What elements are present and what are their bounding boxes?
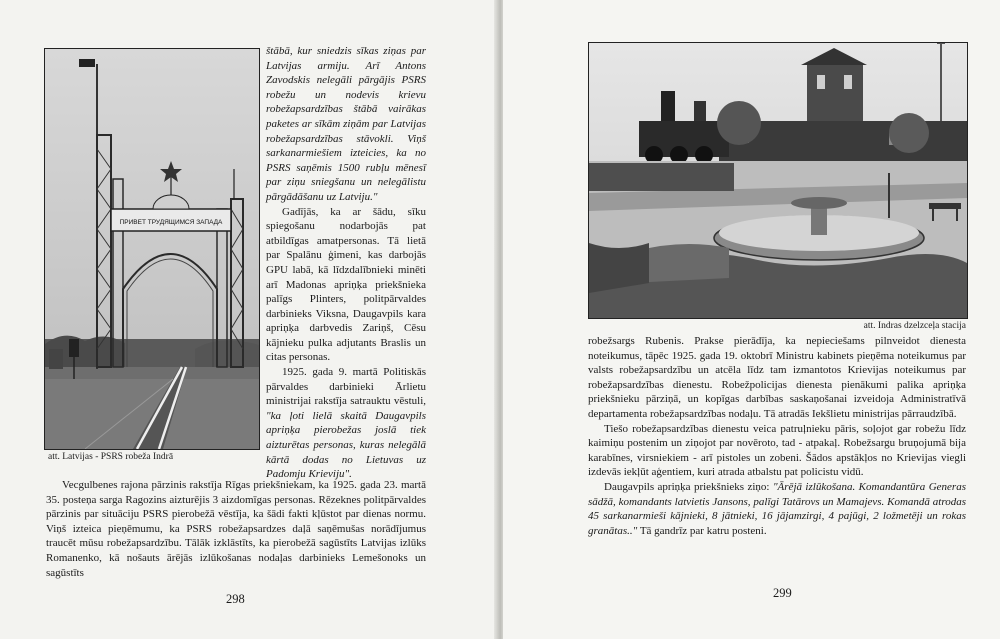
page-number-left: 298 — [226, 592, 245, 606]
gate-sign-text: ПРИВЕТ ТРУДЯЩИМСЯ ЗАПАДА — [119, 219, 223, 226]
paragraph-text: 1925. gada 9. martā Politiskās pārvaldes darbinieki Ārlietu ministrijai rakstīja satrauktu vēstuli, — [266, 366, 426, 408]
right-page-text — [588, 334, 966, 538]
paragraph: Tiešo robežapsardzības dienestu veica patruļnieku pāris, soļojot gar robežu līdz kaimiņu postenim un ziņojot par novēroto, tad - atpakaļ. Robežsargu bruņojumā bija karabīnes, virsniekiem - arī pistoles un zobeni. Šādos apstākļos no Krievijas viegli izdevās iekļūt aģentiem, kuri atrada atbalstu pat policistu vidū. — [588, 422, 966, 479]
paragraph-text: Daugavpils apriņķa priekšnieks ziņo: — [604, 480, 770, 493]
left-page — [0, 0, 497, 639]
paragraph: Vecgulbenes rajona pārzinis rakstīja Rīgas priekšniekam, ka 1925. gada 23. martā 35. posteņa sarga Ragozins aizturējis 3 aizdomīgas personas. Rēzeknes politpārvaldes pārzinis par situāciju PSRS pierobežā vēstīja, ka šādi fakti kļūstot par dienas normu. Viņš izteica pieņēmumu, ka PSRS robežapsardzes daļā saņēmušas norādījumus traucēt mūsu robežapsardzību. Tālāk izklāstīts, ka pierobežā sagūstīts Latvijas izlūks Romanenko, kā nošauts ārējās izlūkošanas nodaļas darbinieks Lemešonoks un sagūstīts — [46, 479, 426, 579]
railway-station-photo — [588, 42, 968, 319]
quote-paragraph: štābā, kur sniedzis sīkas ziņas par Latvijas armiju. Arī Antons Zavodskis nelegāli pārgājis PSRS robežu un nodevis krievu robežapsardzības štābā vairākas paketes ar sīkām ziņām par Latvijas robežapsardzības stāvokli. Viņš sarkanarmiešiem izteicies, ka no PSRS saņēmis 1500 rubļu mēnesī par ziņu sniegšanu un nelegālistu pārgādāšanu uz Latviju." — [266, 45, 426, 203]
paragraph — [588, 480, 966, 538]
right-photo-caption: att. Indras dzelzceļa stacija — [863, 321, 966, 331]
left-column-text — [266, 44, 426, 482]
page-number-right: 299 — [773, 586, 792, 600]
paragraph: robežsargs Rubenis. Prakse pierādīja, ka nepieciešams pilnveidot dienesta noteikumus, tāpēc 1925. gada 19. oktobrī Ministru kabinets pieņēma noteikumus par valsts robežapsardzību un atcēla līdz tam izmantotos Krievijas noteikumus par robežapsardzības dienestu. Robežpolicijas dienesta pienākumi palika apriņķa priekšnieku pārziņā, un kopīgas darbības saskaņošanai izveidoja Administratīvā departamenta robežapsardzības nodaļu. Tā atradās Iekšlietu ministrijas pārraudzībā. — [588, 335, 966, 420]
paragraph — [266, 365, 426, 482]
paragraph: Gadījās, ka ar šādu, sīku spiegošanu nodarbojās pat atbildīgas amatpersonas. Tā lietā par Spalānu ģimeni, kas darbojās GPU labā, kā līdzdalībnieki minēti arī Madonas apriņķa priekšnieka palīgs Plinters, politpārvaldes darbinieks Viksna, Daugavpils kara apriņķa darbvedis Zariņš, Cēsu kājnieku pulka adjutants Braslis un citas personas. — [266, 205, 426, 364]
right-page — [503, 0, 1000, 639]
left-photo-caption: att. Latvijas - PSRS robeža Indrā — [48, 452, 174, 462]
quote-text: "Ārējā izlūkošana. Komandantūra Generas sādžā, komandants latvietis Jansons, palīgi Tatārovs un Mamajevs. Komandā atrodas 45 sarkanarmieši kājnieki, 8 jātnieki, 16 jājamzirgi, 4 pajūgi, 2 ložmetēji un rokas granātas.." — [588, 480, 966, 537]
left-full-width-text — [46, 478, 426, 580]
border-gate-photo — [44, 48, 260, 450]
quote-text: "ka ļoti lielā skaitā Daugavpils apriņķa pierobežas joslā tiek aizturētas personas, kuras nelegālā kārtā dodas no Lietuvas uz Padomju Krieviju". — [266, 409, 426, 481]
paragraph-text: Tā gandrīz par katru posteni. — [639, 524, 767, 537]
